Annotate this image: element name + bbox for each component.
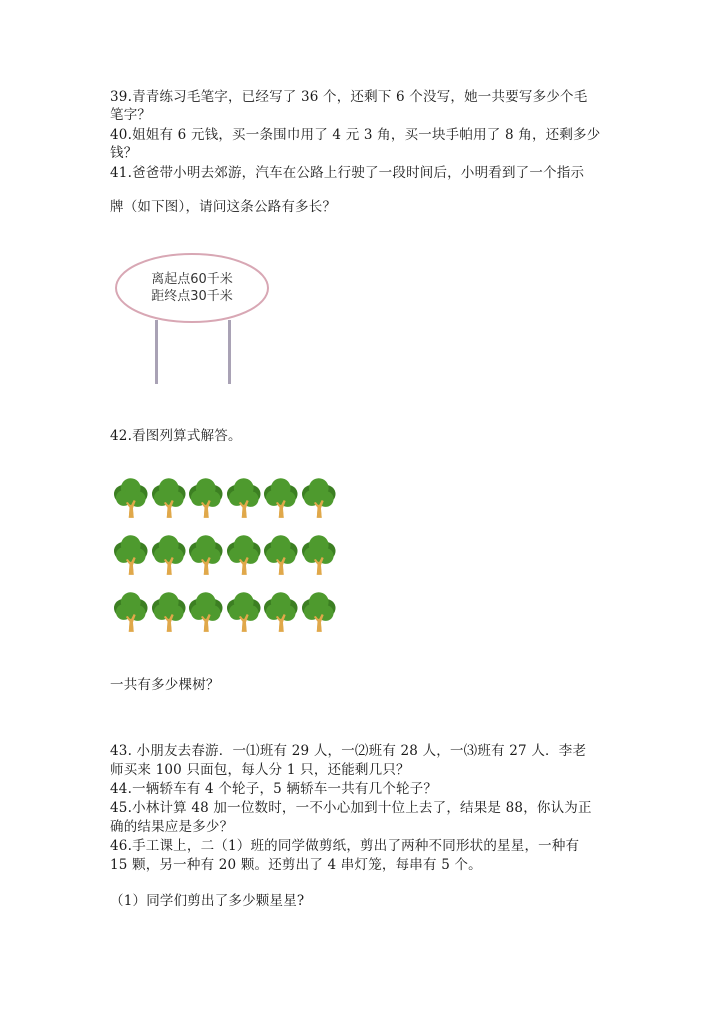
- tree-icon: [262, 535, 300, 575]
- tree-row: [112, 592, 337, 632]
- tree-icon: [112, 535, 150, 575]
- q43-line-2: 师买来 100 只面包，每人分 1 只，还能剩几只？: [110, 762, 410, 778]
- q39-line-2: 笔字？: [110, 107, 152, 123]
- q40-line-2: 钱？: [110, 145, 138, 161]
- sign-post-left: [155, 320, 158, 384]
- tree-icon: [150, 478, 188, 518]
- tree-icon: [112, 592, 150, 632]
- sign-text-line-2: 距终点30千米: [151, 289, 233, 304]
- q46-sub-question-1: （1）同学们剪出了多少颗星星?: [110, 893, 305, 909]
- tree-row: [112, 478, 337, 518]
- q45-line-1: 45.小林计算 48 加一位数时，一不小心加到十位上去了，结果是 88，你认为正: [110, 800, 592, 816]
- q42-question: 一共有多少棵树？: [110, 677, 220, 693]
- tree-icon: [300, 535, 338, 575]
- tree-icon: [225, 592, 263, 632]
- q40-line-1: 40.姐姐有 6 元钱，买一条围巾用了 4 元 3 角，买一块手帕用了 8 角，还剩多少: [110, 127, 601, 143]
- sign-post-right: [228, 320, 231, 384]
- q42-line-1: 42.看图列算式解答。: [110, 428, 242, 444]
- tree-icon: [187, 592, 225, 632]
- tree-icon: [225, 478, 263, 518]
- q45-line-2: 确的结果应是多少？: [110, 819, 234, 835]
- tree-icon: [187, 535, 225, 575]
- road-sign-figure: [114, 252, 274, 387]
- q46-line-1: 46.手工课上，二（1）班的同学做剪纸，剪出了两种不同形状的星星，一种有: [110, 838, 580, 854]
- tree-grid: [112, 478, 337, 649]
- q41-line-2: 牌（如下图），请问这条公路有多长？: [110, 199, 337, 215]
- tree-icon: [150, 535, 188, 575]
- tree-icon: [300, 478, 338, 518]
- tree-icon: [262, 592, 300, 632]
- q41-line-1: 41.爸爸带小明去郊游，汽车在公路上行驶了一段时间后，小明看到了一个指示: [110, 165, 585, 181]
- tree-icon: [150, 592, 188, 632]
- q43-line-1: 43. 小朋友去春游．一⑴班有 29 人，一⑵班有 28 人，一⑶班有 27 人．李老: [110, 743, 587, 759]
- tree-icon: [262, 478, 300, 518]
- sign-board: [116, 254, 268, 322]
- tree-icon: [112, 478, 150, 518]
- sign-text-line-1: 离起点60千米: [151, 272, 233, 287]
- q39-line-1: 39.青青练习毛笔字，已经写了 36 个，还剩下 6 个没写，她一共要写多少个毛: [110, 89, 588, 105]
- tree-row: [112, 535, 337, 575]
- tree-icon: [187, 478, 225, 518]
- q46-line-2: 15 颗，另一种有 20 颗。还剪出了 4 串灯笼，每串有 5 个。: [110, 857, 482, 873]
- tree-icon: [225, 535, 263, 575]
- q44-line-1: 44.一辆轿车有 4 个轮子，5 辆轿车一共有几个轮子？: [110, 781, 438, 797]
- tree-icon: [300, 592, 338, 632]
